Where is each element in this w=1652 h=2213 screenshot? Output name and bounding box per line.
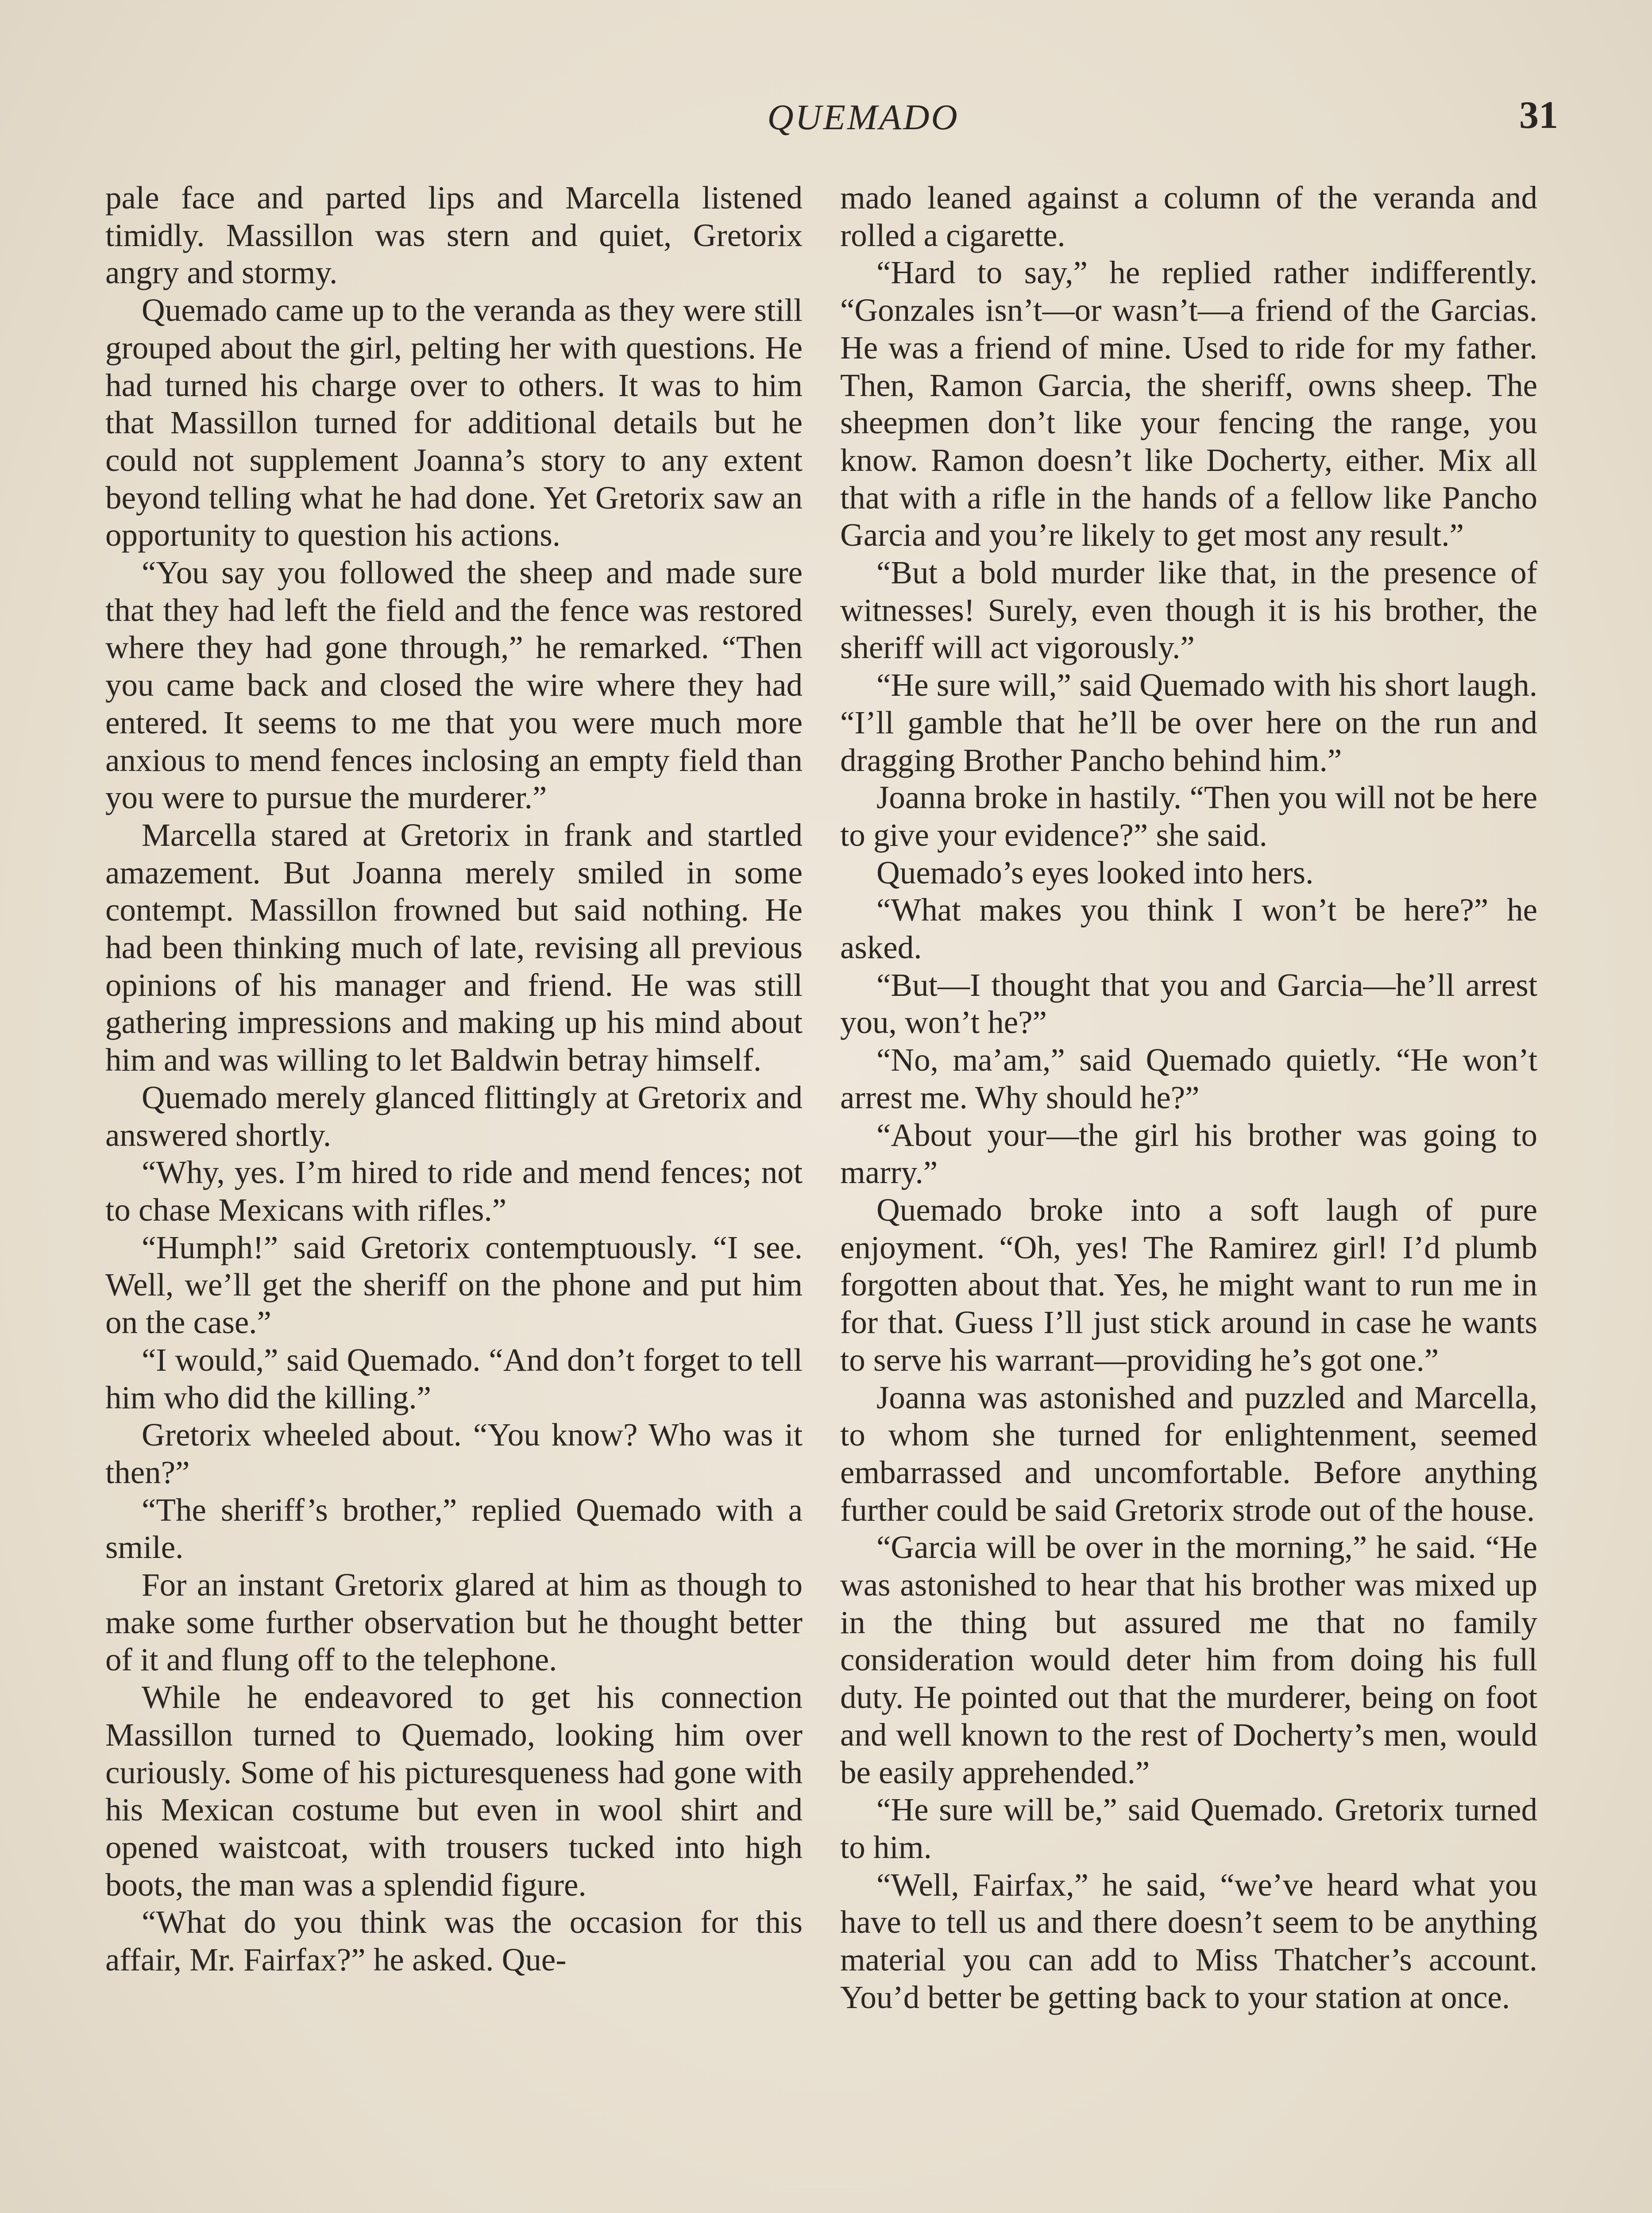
- paragraph: “Well, Fairfax,” he said, “we’ve heard what you have to tell us and there doesn’t seem to be anything material you can add to Miss Thatcher’s account. You’d better be getting back to your station at once.: [840, 1866, 1537, 2015]
- paragraph: “Why, yes. I’m hired to ride and mend fences; not to chase Mexicans with rifles.”: [105, 1154, 803, 1228]
- page-number: 31: [1519, 94, 1558, 137]
- paragraph: Marcella stared at Gretorix in frank and startled amazement. But Joanna merely smiled in some contempt. Massillon frowned but said nothing. He had been thinking much of late, revising all previous opinions of his manager and friend. He was still gathering impressions and making up his mind about him and was willing to let Baldwin betray himself.: [105, 817, 803, 1078]
- paragraph: “What do you think was the occasion for this affair, Mr. Fairfax?” he asked. Que-: [105, 1904, 803, 1978]
- paragraph: “Humph!” said Gretorix contemptuously. “I see. Well, we’ll get the sheriff on the phone and put him on the case.”: [105, 1229, 803, 1341]
- paragraph: Quemado’s eyes looked into hers.: [876, 854, 1314, 891]
- running-header-title: QUEMADO: [767, 97, 959, 137]
- paragraph: “He sure will,” said Quemado with his short laugh. “I’ll gamble that he’ll be over here on the run and dragging Brother Pancho behind him.”: [840, 667, 1537, 778]
- paragraph: “You say you followed the sheep and made sure that they had left the field and the fence was restored where they had gone through,” he remarked. “Then you came back and closed the wire where they had entered. It seems to me that you were much more anxious to mend fences inclosing an empty field than you were to pursue the murderer.”: [105, 555, 803, 816]
- paragraph: Joanna broke in hastily. “Then you will not be here to give your evidence?” she said.: [840, 779, 1537, 853]
- paragraph: For an instant Gretorix glared at him as though to make some further observation but he thought better of it and flung off to the telephone.: [105, 1567, 803, 1678]
- paragraph: “I would,” said Quemado. “And don’t forget to tell him who did the killing.”: [105, 1342, 803, 1415]
- paragraph: “Garcia will be over in the morning,” he said. “He was astonished to hear that his brother was mixed up in the thing but assured me that no family consideration would deter him from doing his full duty. He pointed out that the murderer, being on foot and well known to the rest of Docherty’s men, would be easily apprehended.”: [840, 1529, 1537, 1790]
- left-column: [105, 179, 803, 1979]
- paragraph: “About your—the girl his brother was going to marry.”: [840, 1117, 1537, 1191]
- paragraph: Quemado broke into a soft laugh of pure enjoyment. “Oh, yes! The Ramirez girl! I’d plumb forgotten about that. Yes, he might want to run me in for that. Guess I’ll just stick around in case he wants to serve his warrant—providing he’s got one.”: [840, 1191, 1537, 1378]
- paragraph: Quemado came up to the veranda as they were still grouped about the girl, pelting her with questions. He had turned his charge over to others. It was to him that Massillon turned for additional details but he could not supplement Joanna’s story to any extent beyond telling what he had done. Yet Gretorix saw an opportunity to question his actions.: [105, 292, 803, 553]
- paragraph: “Hard to say,” he replied rather indifferently. “Gonzales isn’t—or wasn’t—a friend of the Garcias. He was a friend of mine. Used to ride for my father. Then, Ramon Garcia, the sheriff, owns sheep. The sheepmen don’t like your fencing the range, you know. Ramon doesn’t like Docherty, either. Mix all that with a rifle in the hands of a fellow like Pancho Garcia and you’re likely to get most any result.”: [840, 254, 1537, 553]
- paragraph: While he endeavored to get his connection Massillon turned to Quemado, looking him over curiously. Some of his picturesqueness had gone with his Mexican costume but even in wool shirt and opened waistcoat, with trousers tucked into high boots, the man was a splendid figure.: [105, 1679, 803, 1903]
- paragraph: “No, ma’am,” said Quemado quietly. “He won’t arrest me. Why should he?”: [840, 1042, 1537, 1115]
- paragraph: Gretorix wheeled about. “You know? Who was it then?”: [105, 1417, 803, 1490]
- right-column: [840, 179, 1537, 2016]
- paragraph: “What makes you think I won’t be here?” he asked.: [840, 892, 1537, 966]
- paragraph: “He sure will be,” said Quemado. Gretorix turned to him.: [840, 1792, 1537, 1865]
- paragraph: mado leaned against a column of the veranda and rolled a cigarette.: [840, 180, 1537, 253]
- paragraph: Joanna was astonished and puzzled and Marcella, to whom she turned for enlightenment, seemed embarrassed and uncomfortable. Before anything further could be said Gretorix strode out of the house.: [840, 1379, 1537, 1528]
- paragraph: Quemado merely glanced flittingly at Gretorix and answered shortly.: [105, 1079, 803, 1153]
- paragraph: “The sheriff’s brother,” replied Quemado with a smile.: [105, 1492, 803, 1565]
- paragraph: pale face and parted lips and Marcella listened timidly. Massillon was stern and quiet, Gretorix angry and stormy.: [105, 180, 803, 291]
- paragraph: “But—I thought that you and Garcia—he’ll arrest you, won’t he?”: [840, 967, 1537, 1041]
- paragraph: “But a bold murder like that, in the presence of witnesses! Surely, even though it is his brother, the sheriff will act vigorously.”: [840, 555, 1537, 666]
